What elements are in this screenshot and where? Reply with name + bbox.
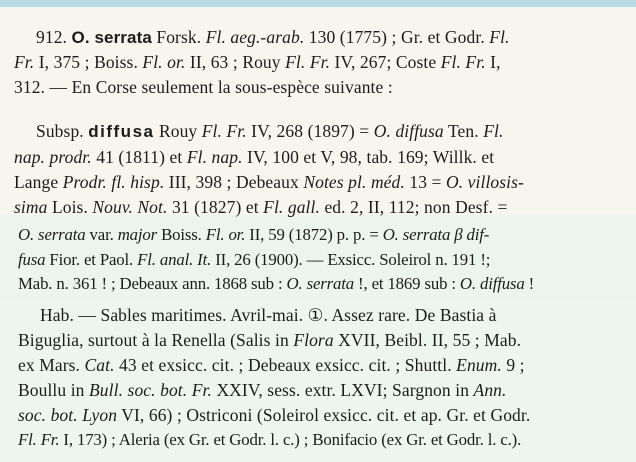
text-run: I, 173) ; Aleria (ex Gr. et Godr. l. c.) ; Bonifacio (ex Gr. et Godr. l. c.). [59,430,522,449]
text-line-16 [18,430,521,450]
text-run: O. serrata β dif- [382,225,490,244]
text-run: Subsp. [36,121,89,141]
text-run: 312. — En Corse seulement la sous-espèce suivante : [14,77,393,97]
text-line-5 [14,147,494,167]
text-run: O. diffusa [459,274,525,293]
text-run: Fr. [14,52,35,72]
text-run: O. serrata [18,225,86,244]
text-line-6 [14,172,524,192]
text-run: Lange [14,172,63,192]
text-run: 912. [36,27,72,47]
text-run: Mab. n. 361 ! ; Debeaux ann. 1868 sub : [18,274,287,293]
text-run: ed. 2, II, 112; non Desf. = [319,197,508,217]
text-run: var. [85,225,118,244]
text-run: II, 63 ; Rouy [185,52,286,72]
text-run: 43 et exsicc. cit. ; Debeaux exsicc. cit. ; Shuttl. [114,355,457,375]
text-run: ! [524,274,535,293]
text-run: Biguglia, surtout à la Renella (Salis in [18,330,294,350]
top-cropped-strip [0,0,636,7]
text-run: sima [14,197,48,217]
text-run: Fl. Fr. [285,52,331,72]
text-run: Fl. Fr. [18,430,60,449]
text-run: O. diffusa [373,121,444,141]
text-line-10 [18,274,534,294]
text-run: 13 = [404,172,446,192]
text-run: I, [485,52,501,72]
text-run: Cat. [84,355,115,375]
text-line-3 [14,77,393,97]
text-line-8 [18,225,489,245]
text-run: IV, 268 (1897) = [246,121,374,141]
text-line-4 [36,121,503,142]
text-run: diffusa [88,122,155,141]
text-run: Ann. [473,380,507,400]
text-run: Flora [293,330,334,350]
text-line-14 [18,380,507,400]
text-line-1 [36,27,510,48]
text-run: VI, 66) ; Ostriconi (Soleirol exsicc. cit. et ap. Gr. et Godr. [117,405,531,425]
text-run: O. serrata [71,28,152,47]
text-line-2 [14,52,501,72]
text-run: Fl. [489,27,510,47]
text-run: Prodr. fl. hisp. [62,172,165,192]
text-line-11 [40,305,497,325]
text-run: Fior. et Paol. [45,250,138,269]
text-run: Bull. soc. bot. Fr. [89,380,212,400]
text-run: Fl. nap. [186,147,243,167]
text-run: Fl. Fr. [201,121,247,141]
text-run: IV, 267; Coste [330,52,441,72]
text-run: Fl. or. [205,225,246,244]
text-run: 130 (1775) ; Gr. et Godr. [304,27,490,47]
text-run: Rouy [154,121,202,141]
text-run: Nouv. Not. [92,197,168,217]
text-run: Fl. or. [142,52,186,72]
text-line-12 [18,330,521,350]
text-run: II, 26 (1900). — Exsicc. Soleirol n. 191 !; [211,250,491,269]
text-run: Boullu in [18,380,90,400]
text-run: Fl. anal. It. [137,250,212,269]
text-run: Fl. Fr. [440,52,486,72]
text-run: Forsk. [151,27,206,47]
text-run: fusa [18,250,46,269]
text-run: Fl. gall. [263,197,320,217]
text-run: Lois. [47,197,93,217]
text-run: XVII, Beibl. II, 55 ; Mab. [333,330,522,350]
text-run: Ten. [443,121,484,141]
text-line-13 [18,355,525,375]
text-run: Notes pl. méd. [303,172,405,192]
text-run: !, et 1869 sub : [354,274,460,293]
text-run: 31 (1827) et [167,197,264,217]
text-run: Boiss. [157,225,206,244]
text-run: Enum. [456,355,502,375]
text-run: 9 ; [501,355,525,375]
text-run: IV, 100 et V, 98, tab. 169; Willk. et [242,147,495,167]
text-run: I, 375 ; Boiss. [34,52,143,72]
text-run: II, 59 (1872) p. p. = [245,225,383,244]
text-run: 41 (1811) et [91,147,187,167]
text-run: O. villosis- [445,172,524,192]
text-line-7 [14,197,507,217]
text-run: O. serrata [286,274,355,293]
text-run: III, 398 ; Debeaux [164,172,304,192]
text-line-15 [18,405,530,425]
text-run: XXIV, sess. extr. LXVI; Sargnon in [211,380,474,400]
text-run: nap. prodr. [14,147,92,167]
text-run: major [117,225,158,244]
text-run: ex Mars. [18,355,85,375]
text-run: Fl. aeg.-arab. [205,27,305,47]
text-run: Fl. [483,121,504,141]
text-run: Hab. — Sables maritimes. Avril-mai. ①. Assez rare. De Bastia à [40,305,497,325]
text-run: soc. bot. Lyon [18,405,118,425]
text-line-9 [18,250,490,270]
